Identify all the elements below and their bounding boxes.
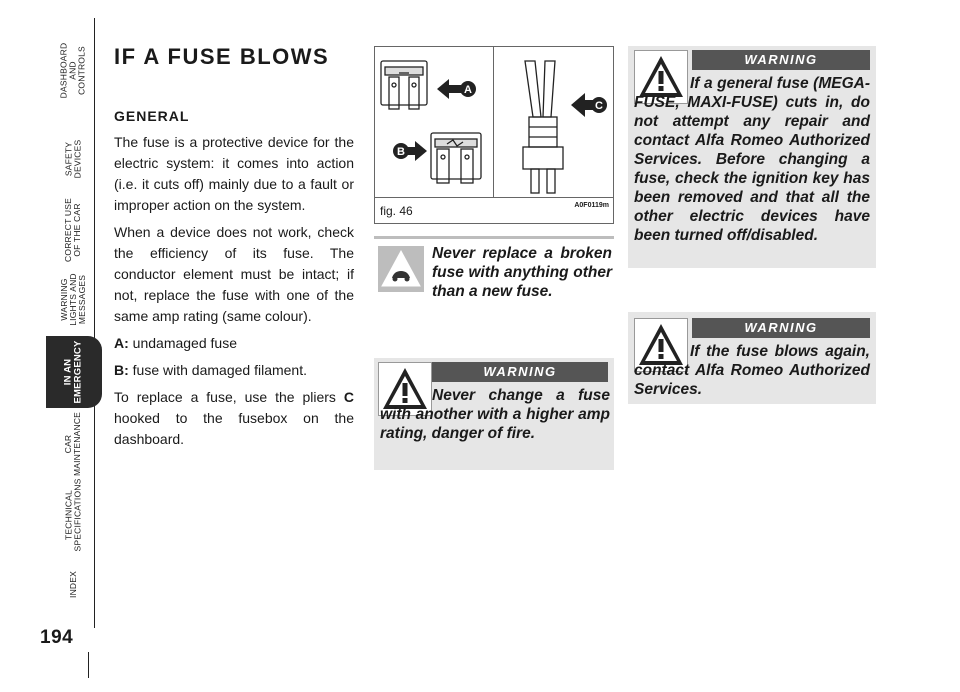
warning-blows-again-text: If the fuse blows again, contact Alfa Romeo Authorized Services. — [634, 343, 870, 398]
item-a-label: A: — [114, 335, 129, 351]
item-a — [114, 333, 354, 354]
tab-dashboard-and-controls[interactable] — [52, 20, 94, 120]
figure-code: A0F0119m — [574, 202, 609, 209]
fuse-b-drawing — [431, 133, 481, 183]
pliers-tail: hooked to the fusebox on the dashboard. — [114, 410, 354, 447]
callout-arrow-b — [393, 141, 427, 161]
warning-header: WARNING — [692, 50, 870, 70]
tab-safety-devices[interactable] — [52, 124, 94, 194]
callout-b-label: B — [397, 146, 405, 158]
figure-label: fig. 46 — [380, 204, 413, 218]
paragraph-check: When a device does not work, check the efficiency of its fuse. The conductor element must be intact; if not, replace the fuse with one of the same amp rating (same colour). — [114, 224, 354, 324]
text-column — [114, 44, 354, 456]
tab-label: CORRECT USE OF THE CAR — [63, 198, 83, 262]
warning-box-amp-rating — [374, 358, 614, 470]
tab-technical-specifications[interactable] — [52, 480, 94, 550]
tab-label: IN AN EMERGENCY — [63, 340, 84, 404]
tab-label: SAFETY DEVICES — [63, 139, 82, 179]
figure-46 — [374, 46, 614, 224]
paragraph-intro: The fuse is a protective device for the electric system: it comes into action (i.e. it cuts off) mainly due to a fault or improper action on the system. — [114, 134, 354, 213]
fuse-a-drawing — [381, 61, 427, 109]
pliers-text: To replace a fuse, use the pliers — [114, 389, 336, 405]
warning-box-blows-again — [628, 312, 876, 404]
tab-label: WARNING LIGHTS AND MESSAGES — [58, 272, 87, 326]
callout-c-label: C — [595, 100, 603, 112]
paragraph-pliers — [114, 387, 354, 450]
warning-general-fuse-text: If a general fuse (MEGA-FUSE, MAXI-FUSE) cuts in, do not attempt any repair and contact Alfa Romeo Authorized Services. Before changing a fuse, check the ignition key has been removed and that all the other electric devices have been turned off/disabled. — [634, 75, 870, 244]
tab-car-maintenance[interactable] — [52, 412, 94, 476]
tab-label: INDEX — [67, 570, 78, 598]
fuse-illustration — [375, 47, 613, 197]
item-b — [114, 360, 354, 381]
pliers-drawing — [523, 61, 563, 193]
chapter-tabs — [0, 0, 105, 692]
warning-box-general-fuse — [628, 46, 876, 268]
warning-amp-rating-text: Never change a fuse with another with a higher amp rating, danger of fire. — [380, 387, 610, 442]
tab-label: CAR MAINTENANCE — [63, 411, 83, 477]
tab-index[interactable] — [52, 554, 94, 614]
page-title: IF A FUSE BLOWS — [114, 44, 330, 69]
page-number: 194 — [40, 627, 74, 648]
replace-note-text: Never replace a broken fuse with anything other than a new fuse. — [432, 245, 612, 300]
warning-header: WARNING — [432, 362, 608, 382]
tab-correct-use[interactable] — [52, 198, 94, 262]
callout-arrow-c — [571, 93, 607, 117]
callout-a-label: A — [464, 84, 472, 96]
tab-warning-lights[interactable] — [52, 266, 94, 332]
section-subtitle: GENERAL — [114, 108, 190, 124]
item-b-text: fuse with damaged filament. — [132, 362, 307, 378]
figure-divider — [493, 47, 494, 197]
tab-label: TECHNICAL SPECIFICATIONS — [63, 478, 83, 552]
page-number-line — [88, 652, 89, 678]
pliers-letter: C — [343, 389, 354, 405]
tab-in-an-emergency[interactable] — [46, 336, 102, 408]
car-note-icon — [378, 246, 424, 292]
figure-caption-line — [375, 197, 613, 198]
item-b-label: B: — [114, 362, 129, 378]
item-a-text: undamaged fuse — [132, 335, 237, 351]
warning-header: WARNING — [692, 318, 870, 338]
tab-divider-line — [94, 18, 95, 628]
tab-label: DASHBOARD AND CONTROLS — [58, 42, 87, 98]
replace-note — [374, 242, 614, 304]
note-separator — [374, 236, 614, 239]
callout-arrow-a — [437, 79, 476, 99]
